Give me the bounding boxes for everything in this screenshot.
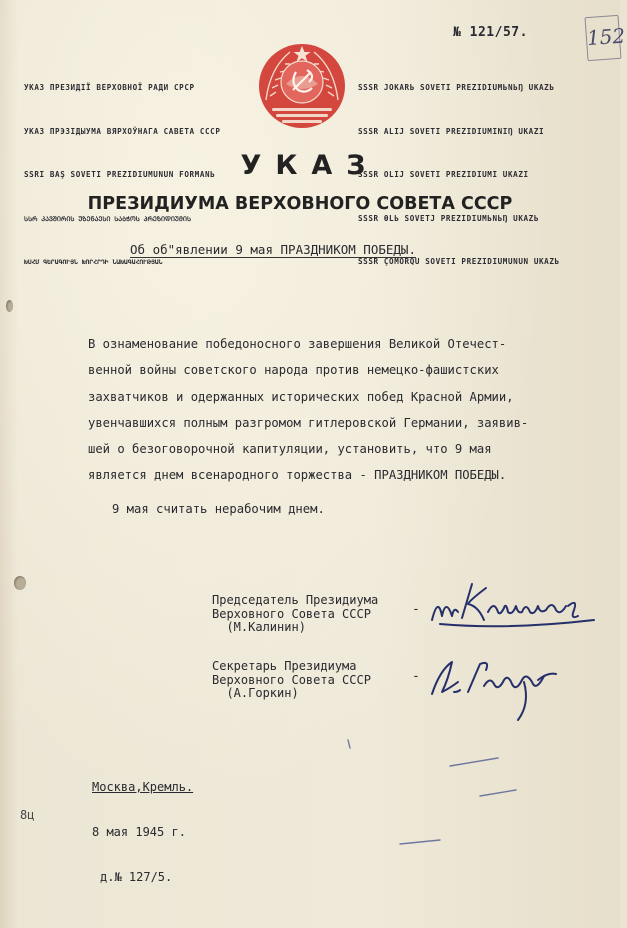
binder-hole [14, 576, 26, 590]
header-right-line: SSSR OLIJ SOVETI PREZIDIUMI UKAZI [358, 170, 529, 179]
signature-dash: - [412, 669, 420, 684]
ussr-emblem [256, 38, 348, 130]
chairman-signature-label: Председатель Президиума Верховного Совета СССР (М.Калинин) [212, 593, 379, 634]
header-left-line: ᲡᲡᲠ ᲙᲐᲕᲨᲘᲠᲘᲡ ᲣᲖᲔᲜᲐᲔᲡᲘ ᲡᲐᲑᲭᲝᲡ ᲞᲠᲔᲖᲘᲓᲘᲣᲛᲘᲡ [24, 214, 192, 223]
decree-subtitle: ПРЕЗИДИУМА ВЕРХОВНОГО СОВЕТА СССР [87, 194, 513, 214]
folio-number: 152 [585, 15, 622, 61]
date-line: 8 мая 1945 г. [92, 825, 186, 839]
decree-title: УКАЗ [240, 150, 380, 181]
header-right-line: SSSR ӨLЬ SOVETJ PREZIDIUMЬNЬŊ UKAZЬ [358, 213, 540, 223]
signature-dash: - [412, 602, 420, 617]
stray-ink-marks [340, 736, 540, 856]
kalinin-signature [428, 576, 603, 632]
header-left-line: SSRI BAŞ SOVETI PREZIDIUMUNUN FORMANЬ [24, 170, 216, 179]
registry-number-line: д.№ 127/5. [100, 870, 173, 884]
corner-code: 8ц [20, 808, 35, 822]
document-number: № 121/57. [453, 25, 528, 40]
gorkin-signature [428, 652, 568, 724]
header-right-line: SSSR JOKARЬ SOVETI PREZIDIUMЬNЬŊ UKAZЬ [358, 83, 555, 92]
decree-heading: Об об"явлении 9 мая ПРАЗДНИКОМ ПОБЕДЫ. [130, 242, 416, 257]
header-left-line: УКАЗ ПРЭЗІДЫУМА ВЯРХОЎНАГА САВЕТА СССР [24, 126, 221, 136]
binder-hole [6, 300, 13, 312]
place-date-block [92, 750, 193, 915]
secretary-signature-label: Секретарь Президиума Верховного Совета СССР (А.Горкин) [212, 659, 371, 700]
decree-last-line: 9 мая считать нерабочим днем. [112, 502, 325, 516]
decree-body: В ознаменование победоносного завершения Великой Отечест- венной войны советского народа против немецко-фашистских захватчиков и одержанных исторических побед Красной Армии, увенчавшихся полным разгромом гитлеровской Германии, заявив- шей о безоговорочной капитуляции, установить, что 9 мая является днем всенародного торжества - ПРАЗДНИКОМ ПОБЕДЫ. [88, 337, 529, 483]
place-line: Москва,Кремль. [92, 780, 194, 794]
header-left-line: УКАЗ ПРЕЗИДІЇ ВЕРХОВНОЇ РАДИ СРСР [24, 83, 195, 92]
header-left-line: ԽՍՀՄ ԳԵՐԱԳՈՒՅՆ ԽՈՐՀՐԴԻ ՆԱԽԱԳԱՀՈՒԹՅԱՆ [24, 258, 163, 266]
header-right-line: SSSR ÇOMORQU SOVETI PREZIDIUMUNUN UKAZЬ [358, 257, 560, 266]
header-right-line: SSSR ALIJ SOVETI PREZIDIUMINIŊ UKAZI [358, 126, 545, 136]
